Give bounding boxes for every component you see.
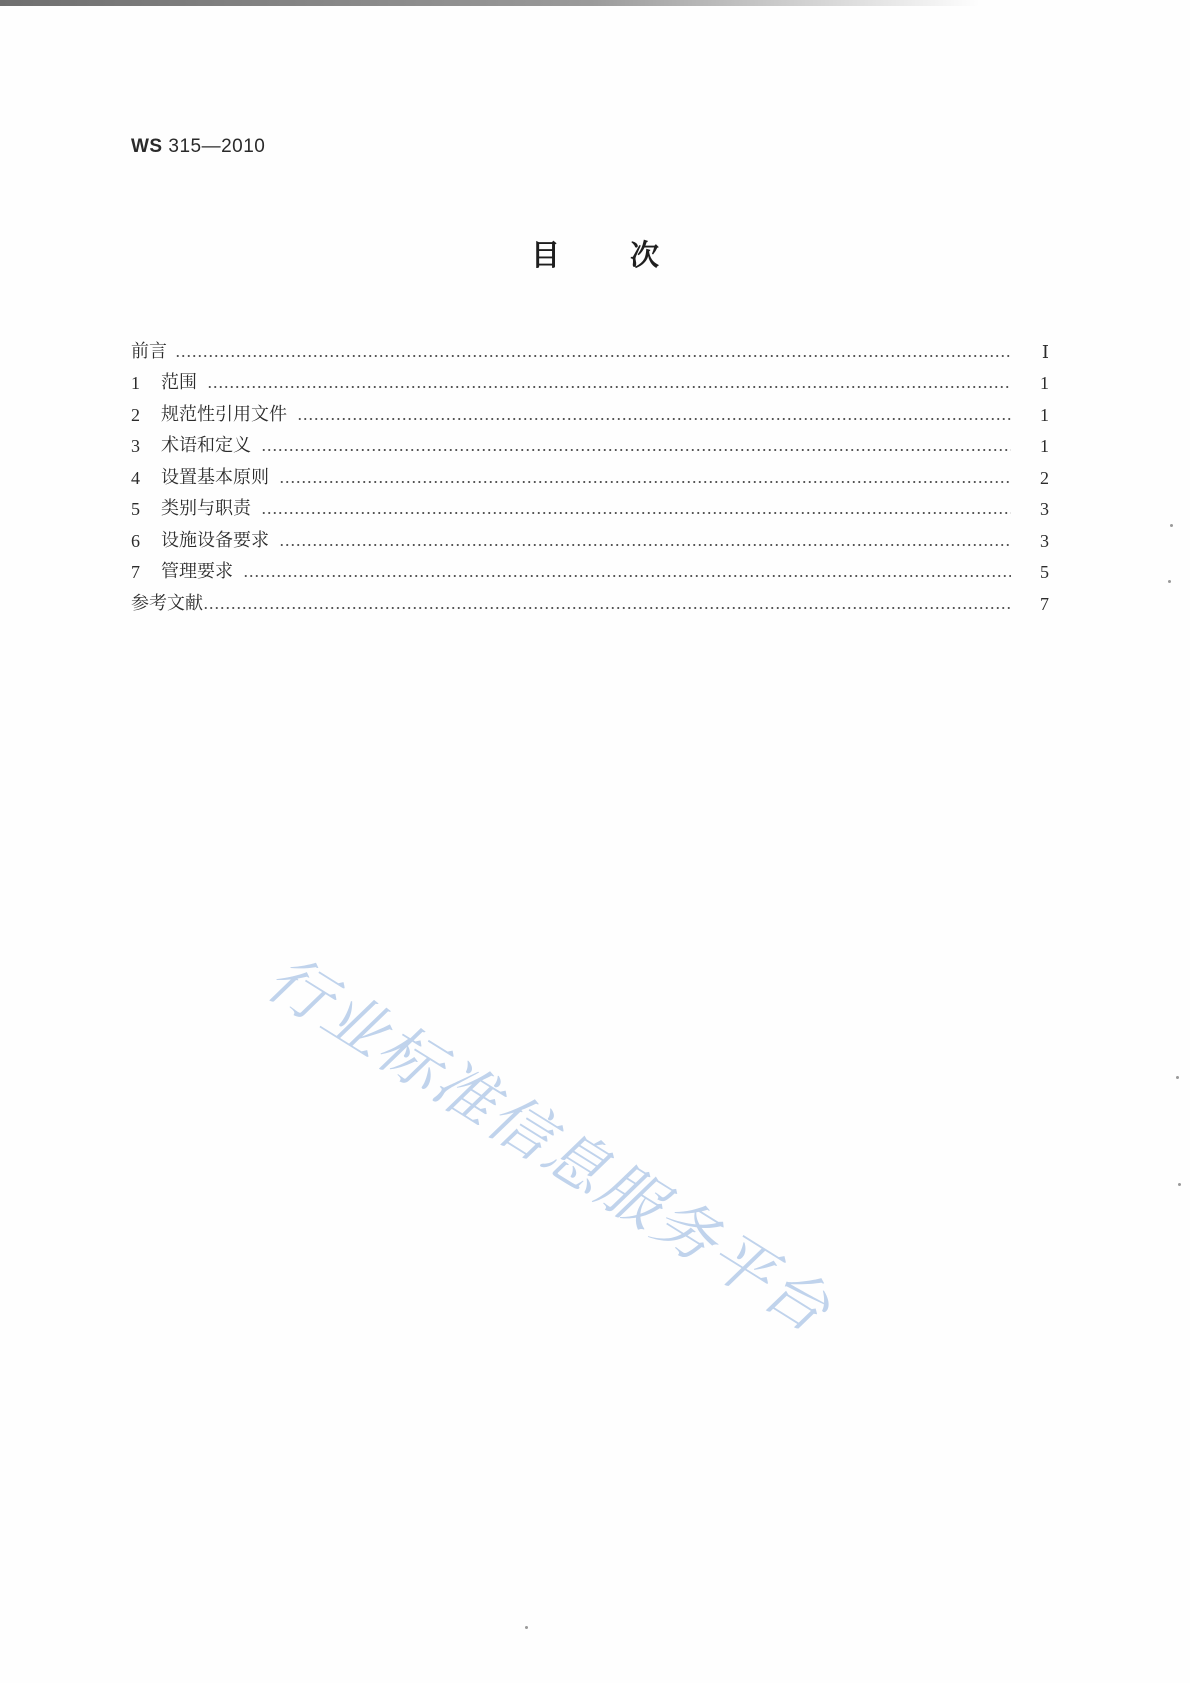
toc-title-left: 目: [530, 238, 560, 272]
scan-speck: [525, 1626, 528, 1629]
toc-entry-number: 3: [131, 436, 140, 456]
toc-title: [0, 233, 1190, 274]
dot-leader: [279, 544, 1011, 546]
dot-leader: [261, 512, 1011, 514]
scan-speck: [1170, 524, 1173, 527]
toc-entry-page: 1: [1040, 404, 1049, 425]
toc-entry-categories-duties[interactable]: [131, 489, 1049, 521]
document-code-prefix: WS: [131, 136, 163, 157]
toc-entry-number: 7: [131, 562, 140, 582]
toc-entry-number: 2: [131, 404, 140, 425]
toc-entry-label: 参考文献: [131, 592, 203, 614]
toc-entry-management-requirements[interactable]: [131, 552, 1049, 584]
document-code: [131, 136, 265, 158]
toc-entry-page: 3: [1040, 530, 1049, 551]
toc-entry-page: Ⅰ: [1041, 341, 1049, 362]
toc-entry-label: 术语和定义: [161, 435, 251, 456]
scan-speck: [1176, 1076, 1179, 1079]
toc-entry-label: 管理要求: [161, 561, 233, 582]
toc-entry-label: 前言: [131, 340, 167, 362]
scan-speck: [1178, 1183, 1181, 1186]
toc-entry-label: 范围: [161, 372, 197, 393]
toc-entry-normative-references[interactable]: [131, 394, 1049, 426]
toc-entry-foreword[interactable]: [131, 331, 1049, 363]
table-of-contents: [131, 331, 1049, 615]
dot-leader: [175, 355, 1011, 357]
dot-leader: [279, 481, 1011, 483]
toc-entry-basic-principles[interactable]: [131, 457, 1049, 489]
dot-leader: [297, 418, 1011, 420]
toc-entry-page: 5: [1040, 562, 1049, 582]
scan-speck: [1168, 580, 1171, 583]
toc-entry-number: 1: [131, 373, 140, 393]
toc-entry-number: 4: [131, 467, 140, 488]
toc-entry-number: 5: [131, 499, 140, 519]
toc-entry-page: 2: [1040, 467, 1049, 488]
toc-entry-label: 设置基本原则: [161, 466, 269, 488]
dot-leader: [203, 607, 1011, 609]
toc-entry-page: 3: [1040, 499, 1049, 519]
toc-title-right: 次: [630, 238, 660, 272]
watermark-text: 行业标准信息服务平台: [254, 941, 845, 1348]
toc-entry-page: 7: [1040, 593, 1049, 614]
toc-entry-page: 1: [1040, 373, 1049, 393]
toc-entry-label: 设施设备要求: [161, 529, 269, 551]
dot-leader: [243, 575, 1011, 577]
dot-leader: [261, 449, 1011, 451]
toc-entry-terms-definitions[interactable]: [131, 426, 1049, 458]
toc-entry-bibliography[interactable]: [131, 583, 1049, 615]
toc-entry-page: 1: [1040, 436, 1049, 456]
toc-entry-facility-requirements[interactable]: [131, 520, 1049, 552]
toc-entry-scope[interactable]: [131, 363, 1049, 395]
scan-edge-shadow: [0, 0, 980, 6]
toc-entry-number: 6: [131, 530, 140, 551]
dot-leader: [207, 386, 1011, 388]
toc-entry-label: 规范性引用文件: [161, 403, 287, 425]
document-code-number: 315—2010: [168, 136, 266, 157]
toc-entry-label: 类别与职责: [161, 498, 251, 519]
